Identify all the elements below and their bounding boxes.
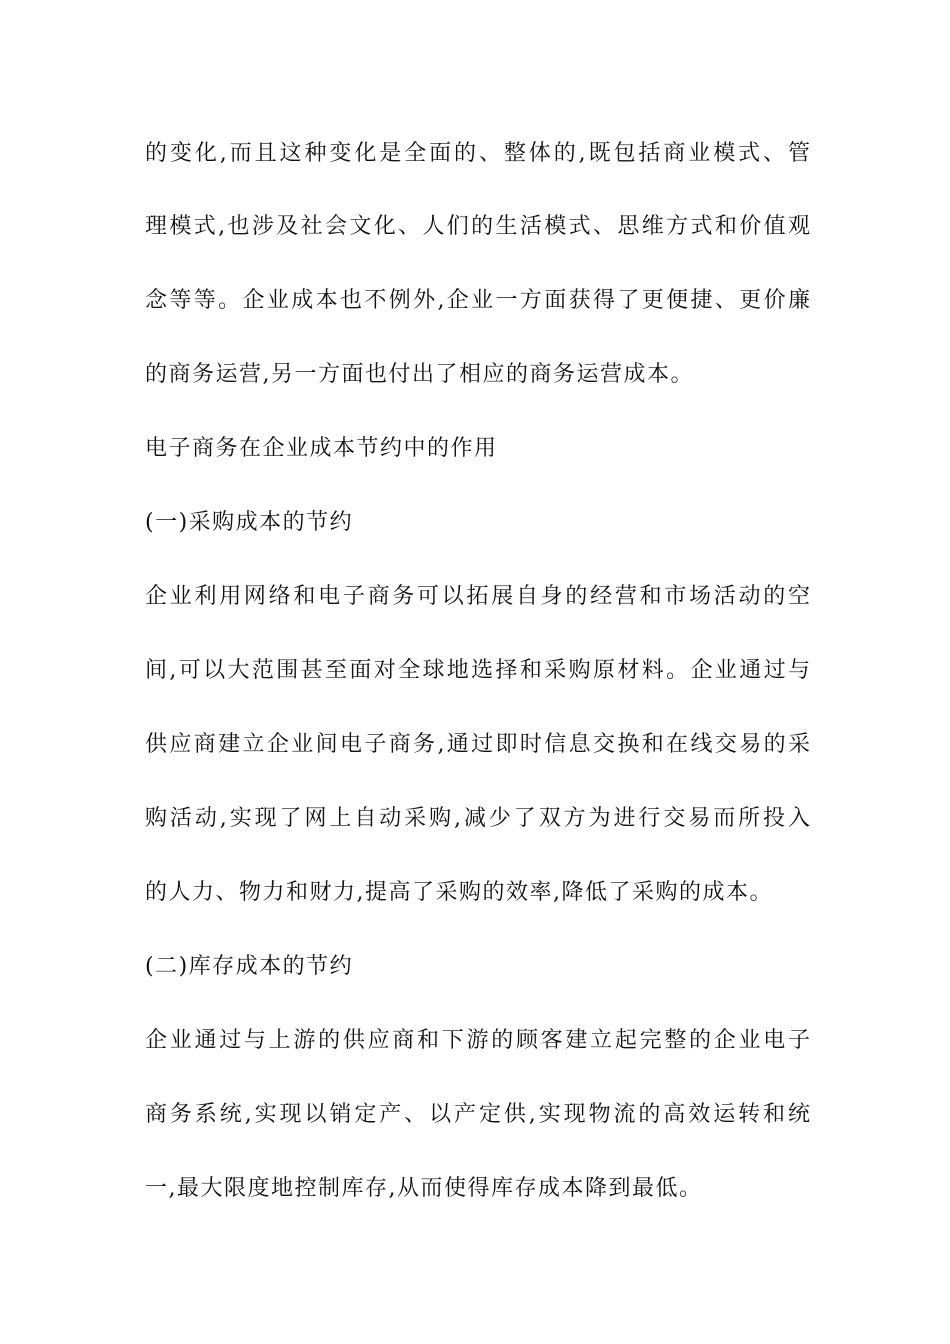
subsection-heading: (二)库存成本的节约	[145, 954, 354, 979]
paragraph-line: 购活动,实现了网上自动采购,减少了双方为进行交易而所投入	[145, 806, 810, 831]
paragraph-line: 商务系统,实现以销定产、以产定供,实现物流的高效运转和统	[145, 1102, 810, 1127]
subsection-heading: (一)采购成本的节约	[145, 510, 354, 535]
paragraph-line: 企业利用网络和电子商务可以拓展自身的经营和市场活动的空	[145, 584, 810, 609]
paragraph-line: 念等等。企业成本也不例外,企业一方面获得了更便捷、更价廉	[145, 288, 810, 313]
paragraph-line: 的人力、物力和财力,提高了采购的效率,降低了采购的成本。	[145, 880, 773, 905]
paragraph-line: 的商务运营,另一方面也付出了相应的商务运营成本。	[145, 362, 694, 387]
paragraph-line: 间,可以大范围甚至面对全球地选择和采购原材料。企业通过与	[145, 658, 810, 683]
section-heading: 电子商务在企业成本节约中的作用	[145, 436, 498, 461]
paragraph-line: 企业通过与上游的供应商和下游的顾客建立起完整的企业电子	[145, 1028, 810, 1053]
paragraph-line: 一,最大限度地控制库存,从而使得库存成本降到最低。	[145, 1176, 703, 1201]
paragraph-line: 的变化,而且这种变化是全面的、整体的,既包括商业模式、管	[145, 141, 810, 166]
paragraph-line: 理模式,也涉及社会文化、人们的生活模式、思维方式和价值观	[145, 214, 810, 239]
paragraph-line: 供应商建立企业间电子商务,通过即时信息交换和在线交易的采	[145, 732, 810, 757]
